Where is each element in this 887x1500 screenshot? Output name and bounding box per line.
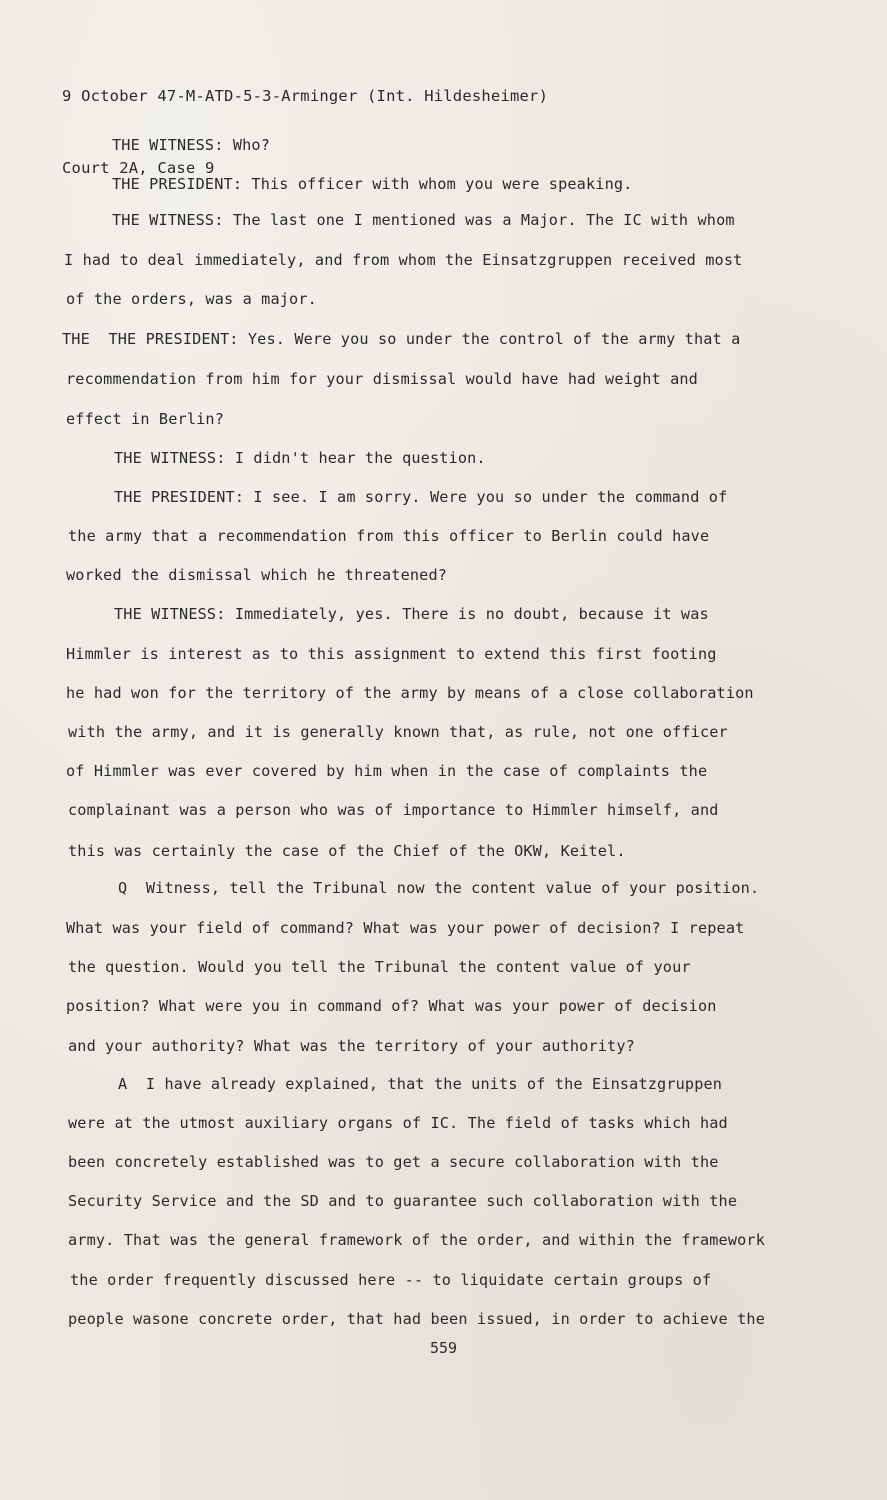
transcript-line: THE PRESIDENT: This officer with whom you were speaking. [112,175,633,193]
transcript-line: THE WITNESS: Immediately, yes. There is no doubt, because it was [114,605,709,623]
transcript-line: effect in Berlin? [66,410,224,428]
transcript-line: Security Service and the SD and to guarantee such collaboration with the [68,1192,738,1210]
transcript-line: army. That was the general framework of the order, and within the framework [68,1231,766,1249]
transcript-line: people wasone concrete order, that had been issued, in order to achieve the [68,1310,766,1328]
transcript-line: complainant was a person who was of importance to Himmler himself, and [68,801,719,819]
transcript-line: the question. Would you tell the Tribunal the content value of your [68,958,691,976]
transcript-line: position? What were you in command of? What was your power of decision [66,997,717,1015]
transcript-line: THE THE PRESIDENT: Yes. Were you so under the control of the army that a [62,330,741,348]
transcript-line: the army that a recommendation from this officer to Berlin could have [68,527,710,545]
transcript-line: of Himmler was ever covered by him when in the case of complaints the [66,762,708,780]
transcript-line: recommendation from him for your dismissal would have had weight and [66,370,698,388]
transcript-line: THE PRESIDENT: I see. I am sorry. Were you so under the command of [114,488,728,506]
transcript-line: were at the utmost auxiliary organs of IC. The field of tasks which had [68,1114,728,1132]
transcript-line: THE WITNESS: I didn't hear the question. [114,449,486,467]
transcript-line: this was certainly the case of the Chief of the OKW, Keitel. [68,842,626,860]
transcript-line: What was your field of command? What was your power of decision? I repeat [66,919,745,937]
page-number: 559 [429,1339,458,1357]
document-header [62,36,548,228]
header-court-line: Court 2A, Case 9 [62,159,215,177]
transcript-line: A I have already explained, that the units of the Einsatzgruppen [118,1075,723,1093]
transcript-line: THE WITNESS: The last one I mentioned was a Major. The IC with whom [112,211,735,229]
transcript-line: I had to deal immediately, and from whom the Einsatzgruppen received most [64,251,743,269]
transcript-line: and your authority? What was the territory of your authority? [68,1037,635,1055]
transcript-line: the order frequently discussed here -- to liquidate certain groups of [70,1271,712,1289]
transcript-line: worked the dismissal which he threatened? [66,566,448,584]
transcript-line: Q Witness, tell the Tribunal now the content value of your position. [118,879,760,897]
transcript-line: been concretely established was to get a secure collaboration with the [68,1153,719,1171]
transcript-line: with the army, and it is generally known that, as rule, not one officer [68,723,728,741]
transcript-line: THE WITNESS: Who? [112,136,270,154]
header-date-line: 9 October 47-M-ATD-5-3-Arminger (Int. Hildesheimer) [62,87,549,105]
transcript-line: of the orders, was a major. [66,290,317,308]
transcript-line: he had won for the territory of the army by means of a close collaboration [66,684,754,702]
transcript-line: Himmler is interest as to this assignment to extend this first footing [66,645,717,663]
